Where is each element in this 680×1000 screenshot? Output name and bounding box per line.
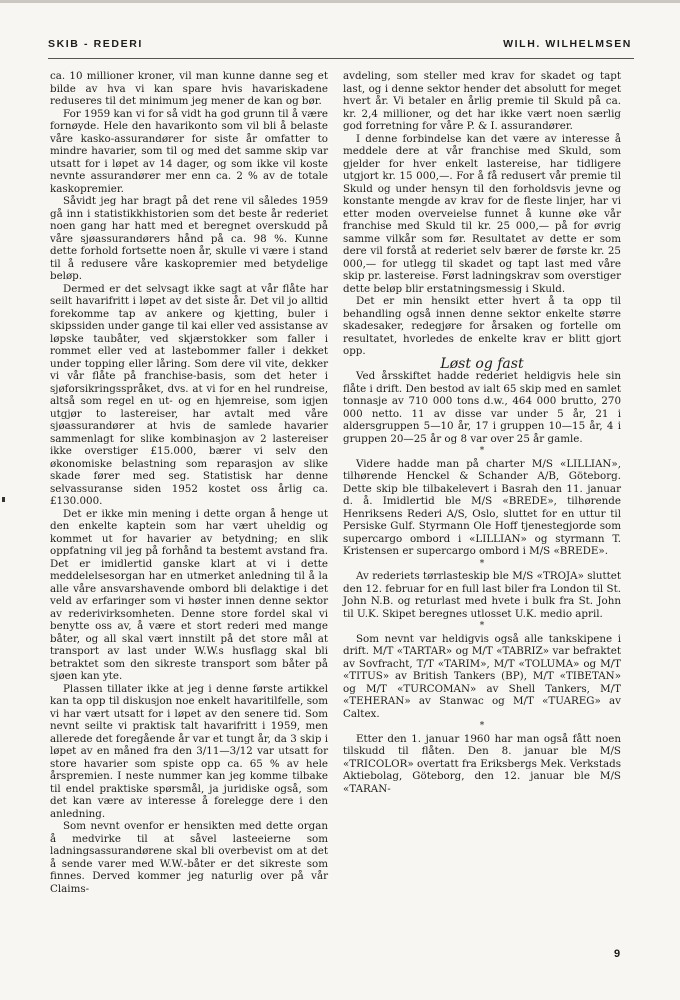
margin-mark: [2, 497, 5, 502]
section-heading: Løst og fast: [440, 355, 524, 372]
separator-star: *: [479, 446, 485, 456]
paragraph: Av rederiets tørrlasteskip ble M/S «TROJA» sluttet den 12. februar for en full last biler fra London til St. John N.B. og returlast med hvete i bulk fra St. John til U.K. Skipet beregnes utlosset U.K. medio april.: [343, 570, 621, 620]
paragraph: Plassen tillater ikke at jeg i denne første artikkel kan ta opp til diskusjon noe enkelt havaritilfelle, som vi har vært utsatt for i løpet av den senere tid. Som nevnt seilte vi praktisk talt havarifritt i 1959, men allerede det foregående år var et tungt år, da 3 skip i løpet av en måned fra den 3/11—3/12 var utsatt for store havarier som spiste opp ca. 65 % av hele årspremien. I neste nummer kan jeg komme tilbake til endel praktiske spørsmål, ja juridiske også, som det kan være av interesse å forelegge dere i den anledning.: [50, 682, 329, 820]
paragraph: Dermed er det selvsagt ikke sagt at vår flåte har seilt havarifritt i løpet av det siste år. Det vil jo alltid forekomme tap av ankere og kjetting, buler i skipssiden under gange til kai eller ved assistanse av løpske taubåter, ved skjærstokker som faller i rommet eller ved at lastebommer faller i dekket under topping eller låring. Som dere vil vite, dekker vi vår flåte på franchise-basis, som det heter i sjøforsikringsspråket, dvs. at vi for en hel rundreise, altså som regel en ut- og en hjemreise, som igjen utgjør to lastereiser, har avtalt med våre sjøassurandører at hvis de samlede havarier sammenlagt for slike kombinasjon av 2 lastereiser ikke overstiger £15.000, bærer vi selv den økonomiske belastning som reparasjon av slike skade fører med seg. Statistisk har denne selvassuranse siden 1952 kostet oss årlig ca. £130.000.: [50, 282, 328, 507]
header-right-title: WILH. WILHELMSEN: [503, 38, 632, 50]
header-rule: [48, 58, 634, 59]
paragraph: Det er ikke min mening i dette organ å henge ut den enkelte kaptein som har vært uheldig og kommet ut for havarier av betydning; en slik oppfatning vil jeg på forhånd ta bestemt avstand fra. Det er imidlertid ganske klart at vi i dette meddelelsesorgan har en utmerket anledning til å la alle våre ansvarshavende ombord bli delaktige i det veld av erfaringer som vi høster innen denne sektor av rederivirksomheten. Denne store fordel skal vi benytte oss av, å være et stort rederi med mange båter, og all skal vært innstilt på det store mål at transport av last under W.W.s husflagg skal bli betraktet som den sikreste transport som båter på sjøen kan yte.: [50, 507, 328, 682]
paragraph: I denne forbindelse kan det være av interesse å meddele dere at vår franchise med Skuld, som gjelder for hver enkelt lastereise, har tidligere utgjort kr. 15 000,—. For å få redusert vår premie til Skuld og under hensyn til den forholdsvis jevne og konstante mengde av krav for de fleste linjer, har vi etter moden overveielse funnet å kunne øke vår franchise med Skuld til kr. 25 000,— på for øvrig samme vilkår som før. Resultatet av dette er som dere vil forstå at rederiet selv bærer de første kr. 25 000,— for utlegg til skadet og tapt last med våre skip pr. lastereise. Først ladningskrav som overstiger dette beløp blir erstatningsmessig i Skuld.: [343, 132, 621, 295]
left-column: [50, 70, 328, 895]
paragraph: Det er min hensikt etter hvert å ta opp til behandling også innen denne sektor enkelte større skadesaker, redegjøre for årsaken og fortelle om resultatet, hvorledes de enkelte krav er blitt gjort opp.: [343, 295, 621, 357]
paragraph: Videre hadde man på charter M/S «LILLIAN», tilhørende Henckel & Schander A/B, Göteborg. Dette skip ble tilbakelevert i Basrah den 11. januar d. å. Imidlertid ble M/S «BREDE», tilhørende Henriksens Rederi A/S, Oslo, sluttet for en uttur til Persiske Gulf. Styrmann Ole Hoff tjenestegjorde som supercargo ombord i «LILLIAN» og styrmann T. Kristensen er supercargo ombord i M/S «BREDE».: [343, 457, 621, 557]
top-edge-line: [0, 0, 680, 3]
separator-star: *: [479, 721, 485, 731]
paragraph: avdeling, som steller med krav for skadet og tapt last, og i denne sektor hender det absolutt for meget hvert år. Vi betaler en årlig premie til Skuld på ca. kr. 2,4 millioner, og det har ikke vært noen særlig god forretning for våre P. & I. assurandører.: [343, 70, 621, 132]
header-left-title: SKIB - REDERI: [48, 38, 143, 50]
paragraph: Såvidt jeg har bragt på det rene vil således 1959 gå inn i statistikkhistorien som det beste år rederiet noen gang har hatt med et beregnet overskudd på våre sjøassurandørers hånd på ca. 98 %. Kunne dette forhold fortsette noen år, skulle vi være i stand til å redusere våre kaskopremier med betydelige beløp.: [50, 195, 328, 282]
paragraph: Ved årsskiftet hadde rederiet heldigvis hele sin flåte i drift. Den bestod av ialt 65 skip med en samlet tonnasje av 710 000 tons d.w., 464 000 brutto, 270 000 netto. 11 av disse var under 5 år, 21 i aldersgruppen 5—10 år, 17 i gruppen 10—15 år, 4 i gruppen 20—25 år og 8 var over 25 år gamle.: [343, 370, 621, 445]
paragraph: Som nevnt var heldigvis også alle tankskipene i drift. M/T «TARTAR» og M/T «TABRIZ» var befraktet av Sovfracht, T/T «TARIM», M/T «TOLUMA» og M/T «TITUS» av British Tankers (BP), M/T «TIBETAN» og M/T «TURCOMAN» av Shell Tankers, M/T «TEHERAN» av Stanwac og M/T «TUAREG» av Caltex.: [343, 632, 621, 720]
paragraph: ca. 10 millioner kroner, vil man kunne danne seg et bilde av hva vi kan spare hvis havariskadene reduseres til det minimum jeg mener de kan og bør.: [50, 70, 328, 107]
separator-star: *: [479, 621, 485, 631]
right-column: [343, 70, 621, 795]
paragraph: Etter den 1. januar 1960 har man også fått noen tilskudd til flåten. Den 8. januar ble M/S «TRICOLOR» overtatt fra Eriksbergs Mek. Verkstads Aktiebolag, Göteborg, den 12. januar ble M/S «TARAN-: [343, 732, 621, 795]
page-number: 9: [614, 948, 621, 960]
paragraph: Som nevnt ovenfor er hensikten med dette organ å medvirke til at såvel lasteeierne som ladningsassurandørene skal bli overbevist om at det å sende varer med W.W.-båter er det sikreste som finnes. Derved kommer jeg naturlig over på vår Claims-: [50, 820, 328, 895]
paragraph: For 1959 kan vi for så vidt ha god grunn til å være fornøyde. Hele den havarikonto som vil bli å belaste våre kasko-assurandører for siste år omfatter to mindre havarier, som til og med det samme skip var utsatt for i løpet av 14 dager, og som ikke vil koste nevnte assurandører mer enn ca. 2 % av de totale kaskopremier.: [50, 107, 328, 195]
separator-star: *: [479, 558, 485, 569]
page-header: [48, 38, 632, 54]
